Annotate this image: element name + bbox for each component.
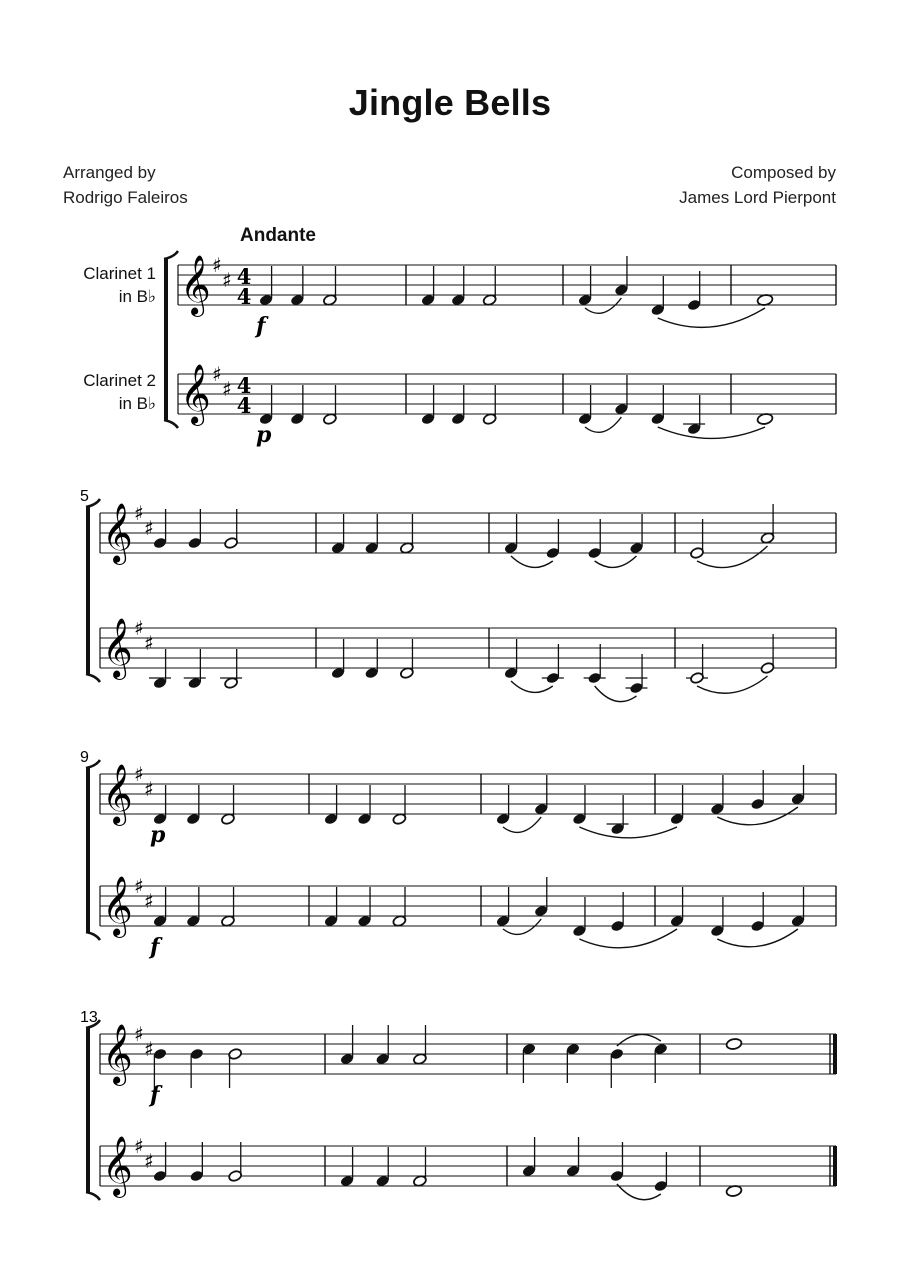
dynamic-marking: f [256,313,266,339]
key-sharp-f: ♯ [134,1022,144,1046]
measure-number: 9 [80,749,89,766]
slur [717,807,798,825]
whole-note-head [757,294,774,307]
dynamic-marking: f [150,1082,160,1108]
composer-label: Composed by [731,163,836,182]
key-sharp-c: ♯ [222,268,232,292]
time-signature-bottom: 4 [236,393,252,418]
treble-clef-icon: 𝄞 [180,364,211,424]
system-bracket [86,507,90,674]
treble-clef-icon: 𝄞 [102,764,133,824]
composer-name: James Lord Pierpont [679,188,836,207]
treble-clef-icon: 𝄞 [102,618,133,678]
slur [579,827,677,838]
key-sharp-f: ♯ [134,762,144,786]
slur [503,919,541,934]
time-signature-top: 4 [236,373,252,398]
slur [717,929,798,947]
system-bracket [86,768,90,932]
measure-number: 5 [80,488,89,505]
final-barline-thick [833,1034,837,1074]
arranger-name: Rodrigo Faleiros [63,188,188,207]
key-sharp-c: ♯ [144,516,154,540]
key-sharp-c: ♯ [144,1037,154,1061]
instrument-name: Clarinet 2 [83,371,156,390]
dynamic-marking: p [150,822,166,848]
time-signature-bottom: 4 [236,284,252,309]
bracket-bottom-hook [164,420,178,428]
whole-note-head [757,413,774,426]
slur [595,556,637,567]
score-title: Jingle Bells [348,82,552,123]
instrument-transposition: in B♭ [118,394,156,413]
slur [658,427,765,438]
key-sharp-f: ♯ [134,616,144,640]
arranger-label: Arranged by [63,163,156,182]
slur [658,308,765,327]
slur [697,546,768,568]
system-bracket [164,259,168,420]
measure-number: 13 [80,1009,98,1026]
dynamic-marking: p [256,422,272,448]
key-sharp-c: ♯ [144,777,154,801]
bracket-bottom-hook [86,932,100,940]
slur [511,556,553,567]
key-sharp-f: ♯ [212,253,222,277]
bracket-top-hook [164,251,178,259]
key-sharp-f: ♯ [134,1134,144,1158]
slur [503,817,541,832]
instrument-name: Clarinet 1 [83,264,156,283]
whole-note-head [726,1185,743,1198]
treble-clef-icon: 𝄞 [102,1024,133,1084]
final-barline-thick [833,1146,837,1186]
dynamic-marking: f [150,934,160,960]
tempo-marking: Andante [240,225,316,246]
treble-clef-icon: 𝄞 [180,255,211,315]
treble-clef-icon: 𝄞 [102,1136,133,1196]
system-bracket [86,1028,90,1192]
key-sharp-c: ♯ [144,631,154,655]
slur [511,681,553,692]
time-signature-top: 4 [236,264,252,289]
key-sharp-c: ♯ [222,377,232,401]
treble-clef-icon: 𝄞 [102,503,133,563]
key-sharp-f: ♯ [134,501,144,525]
slur [579,929,677,948]
whole-note-head [726,1038,743,1051]
key-sharp-c: ♯ [144,889,154,913]
key-sharp-f: ♯ [134,874,144,898]
key-sharp-f: ♯ [212,362,222,386]
bracket-bottom-hook [86,1192,100,1200]
instrument-transposition: in B♭ [118,287,156,306]
key-sharp-c: ♯ [144,1149,154,1173]
treble-clef-icon: 𝄞 [102,876,133,936]
bracket-bottom-hook [86,674,100,682]
